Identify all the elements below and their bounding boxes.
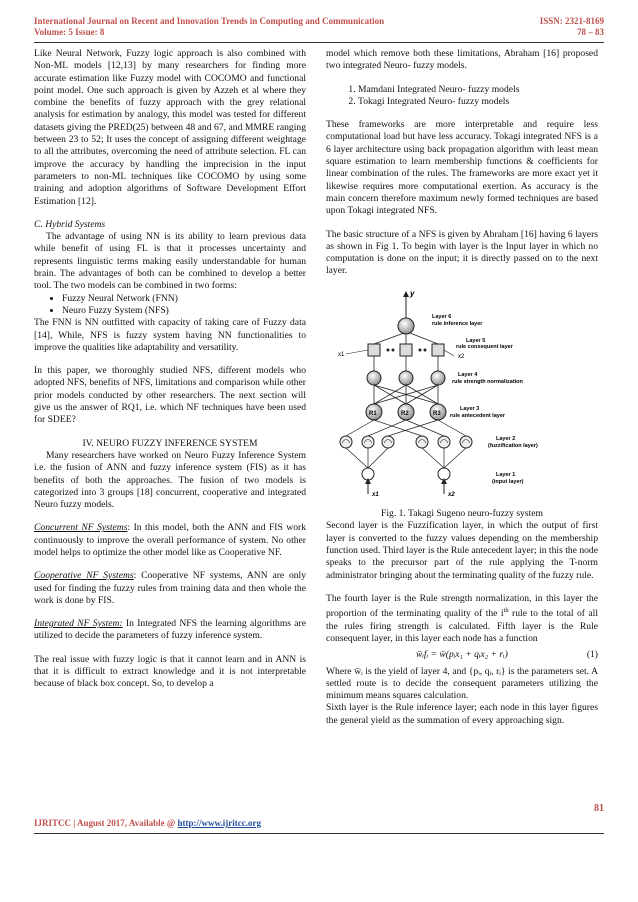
paragraph: These frameworks are more interpretable and require less computational load but have less accuracy. Tokagi integrated NFS is a 6 layer architecture using back propagation algorithm with least mean square estimation to learn membership functions & coefficients for linear combination of the rules. The frameworks are more exact yet it likewise requires more computational exertion. As accuracy is the main concern therefore maximum newly formed techniques are based upon Tokagi integrated NFS. [326,119,598,217]
layer4-title: Layer 4 [458,371,478,378]
paragraph: Sixth layer is the Rule inference layer; each node in this layer figures the general yield as the summation of every approaching sign. [326,702,598,726]
paragraph: model which remove both these limitations, Abraham [16] proposed two integrated Neuro- fuzzy models. [326,48,598,72]
bullet-list [34,293,306,318]
layer5-title: Layer 5 [466,337,486,344]
term-cooperative: Cooperative NF Systems [34,570,134,582]
equation-formula: w̄ᵢfᵢ = w̄(pᵢx₁ + qᵢx₂ + rᵢ) [416,649,508,661]
term-integrated: Integrated NF System: [34,618,123,630]
paragraph: The FNN is NN outfitted with capacity of taking care of Fuzzy data [14], While, NFS is fuzzy system having NN functionalities to improve the qualities like adaptability and versatility. [34,317,306,353]
superscript: th [503,607,509,615]
concurrent-text: : In this model, both the ANN and FIS work continuously to improve the overall performance of system. No other model helps to optimize the other model like as Cooperative NF. [34,522,307,558]
layer6-node [398,318,414,334]
paragraph: In this paper, we thoroughly studied NFS, different models who adopted NFS, benefits of NFS, limitations and comparison while other prior models conducted by other researchers. The next section will give us the answer of RQ1, i.e. which NF techniques have been used for SDEE? [34,365,306,426]
figure-takagi-sugeno [326,282,598,502]
integrated-text: In Integrated NFS the learning algorithms are utilized to decide the parameters of fuzzy inference system. [34,618,307,642]
cooperative-text: : Cooperative NF systems, ANN are only used for finding the fuzzy rules from training data and then whole the work is done by FIS. [34,570,306,606]
layer5-desc: rule consequent layer [456,343,513,350]
list-item: • Neuro Fuzzy System (NFS) [62,305,306,317]
paragraph: The advantage of using NN is its ability to learn previous data while benefit of using FL is that it processes uncertainty and represents linguistic terms making easily understandable for human brain. The advantages of both can be combined to develop a better tool. The two models can be combined in two forms: [34,231,306,292]
equation-number: (1) [586,649,598,661]
r2-label: R2 [401,410,409,417]
output-label: y [410,288,415,298]
layer1-nodes [362,468,450,480]
figure-caption: Fig. 1. Takagi Sugeno neuro-fuzzy system [381,508,543,520]
page-number: 81 [594,803,604,814]
journal-title: International Journal on Recent and Innovation Trends in Computing and Communication [34,16,385,26]
issn: ISSN: 2321-8169 [539,16,604,26]
paragraph: The basic structure of a NFS is given by Abraham [16] having 6 layers as shown in Fig 1. To begin with layer is the Input layer in which no computation is done on the input; it is directly passed on to the next layer. [326,228,598,277]
term-concurrent: Concurrent NF Systems [34,522,128,534]
paragraph: Like Neural Network, Fuzzy logic approach is also combined with Non-ML models [12,13] by many researchers for finding more accurate estimation like Fuzzy model with COCOMO and functional point model. One such approach is given by Azzeh et al where they combine the benefits of fuzzy approach with the grey relational analysis for estimation by analogy, this model was tested for different datasets giving the PRED(25) between 48 and 67, and MMRE ranging between 23 to 52; It uses the concept of assigning different weightage to all the attributes, overcoming the need of attribute selection. FL can improve the accuracy by handling the imprecision in the input parameters to non-ML techniques like COCOMO by using some training and adoption algorithms of Software Development Effort Estimation [12]. [34,48,306,207]
layer4-desc: rule strength normalization [452,378,523,385]
section-heading-hybrid: C. Hybrid Systems [34,218,106,230]
footer-text: IJRITCC | August 2017, Available @ [34,818,178,828]
paragraph-concurrent [34,522,306,559]
paragraph: Many researchers have worked on Neuro Fuzzy Inference System i.e. the fusion of ANN and fuzzy inference system (FIS) as it has benefits of both the approaches. The fusion of two models is categorized into 3 groups [18] concurrent, cooperative and integrated Neuro fuzzy models. [34,449,306,511]
header-right [540,16,604,38]
footer-divider [34,833,604,834]
x2-label-l5: x2 [458,353,465,360]
p5-text-b: rule to the total of all the rules firing strength is calculated. Fifth layer is the Rule consequent layer, in this layer each node has a function [326,608,598,644]
layer6-title: Layer 6 [432,313,452,320]
paragraph [326,593,598,645]
layer3-title: Layer 3 [460,405,480,412]
layer4-nodes [367,371,445,385]
right-column [326,48,598,727]
paragraph-integrated [34,618,306,643]
layer6-desc: rule inference layer [432,320,483,327]
r3-label: R3 [433,410,441,417]
r1-label: R1 [369,410,377,417]
layer1-title: Layer 1 [496,471,516,478]
equation-1 [326,649,598,661]
p5-text-a: The fourth layer is the Rule strength normalization, in this layer the proportion of the terminating quality of the i [326,592,598,620]
numbered-list [326,84,598,109]
x1-label-l5: x1 [338,351,345,358]
header-left [34,16,384,38]
layer5-nodes [368,344,444,356]
x1-input-label: x1 [372,491,379,498]
left-column [34,48,306,691]
page-footer [34,818,261,828]
paragraph-cooperative [34,570,306,607]
paragraph: Where w̄ᵢ is the yield of layer 4, and {pᵢ, qᵢ, rᵢ} is the parameters set. A settled route is to decide the consequent parameters utilizing the minimum means squares calculation. [326,665,598,702]
section-heading-nfis: IV. NEURO FUZZY INFERENCE SYSTEM [82,437,258,449]
list-item: 1. Mamdani Integrated Neuro- fuzzy models [358,84,598,96]
list-item: • Fuzzy Neural Network (FNN) [62,293,306,305]
paragraph: The real issue with fuzzy logic is that it cannot learn and in ANN is that it is difficult to extract knowledge and it is not interpretable because of black box concept. So, to develop a [34,653,306,690]
layer1-desc: (input layer) [492,478,524,485]
x2-input-label: x2 [448,491,455,498]
layer2-title: Layer 2 [496,435,516,442]
list-item: 2. Tokagi Integrated Neuro- fuzzy models [358,96,598,108]
volume-issue: Volume: 5 Issue: 8 [34,27,105,37]
header-divider [34,42,604,43]
layer2-desc: (fuzzification layer) [488,442,538,449]
paragraph: Second layer is the Fuzzification layer, in which the output of first layer is converted to the fuzzy values depending on the membership function used. Third layer is the Rule antecedent layer; in this the node speaks to the precursor part of the rule applying the T-norm administrator bringing about the terminating quality of the fuzzy rule. [326,520,598,581]
footer-link[interactable]: http://www.ijritcc.org [177,818,261,828]
page-range: 78 – 83 [577,27,604,37]
layer2-nodes [340,436,472,448]
layer3-desc: rule antecedent layer [450,412,506,419]
